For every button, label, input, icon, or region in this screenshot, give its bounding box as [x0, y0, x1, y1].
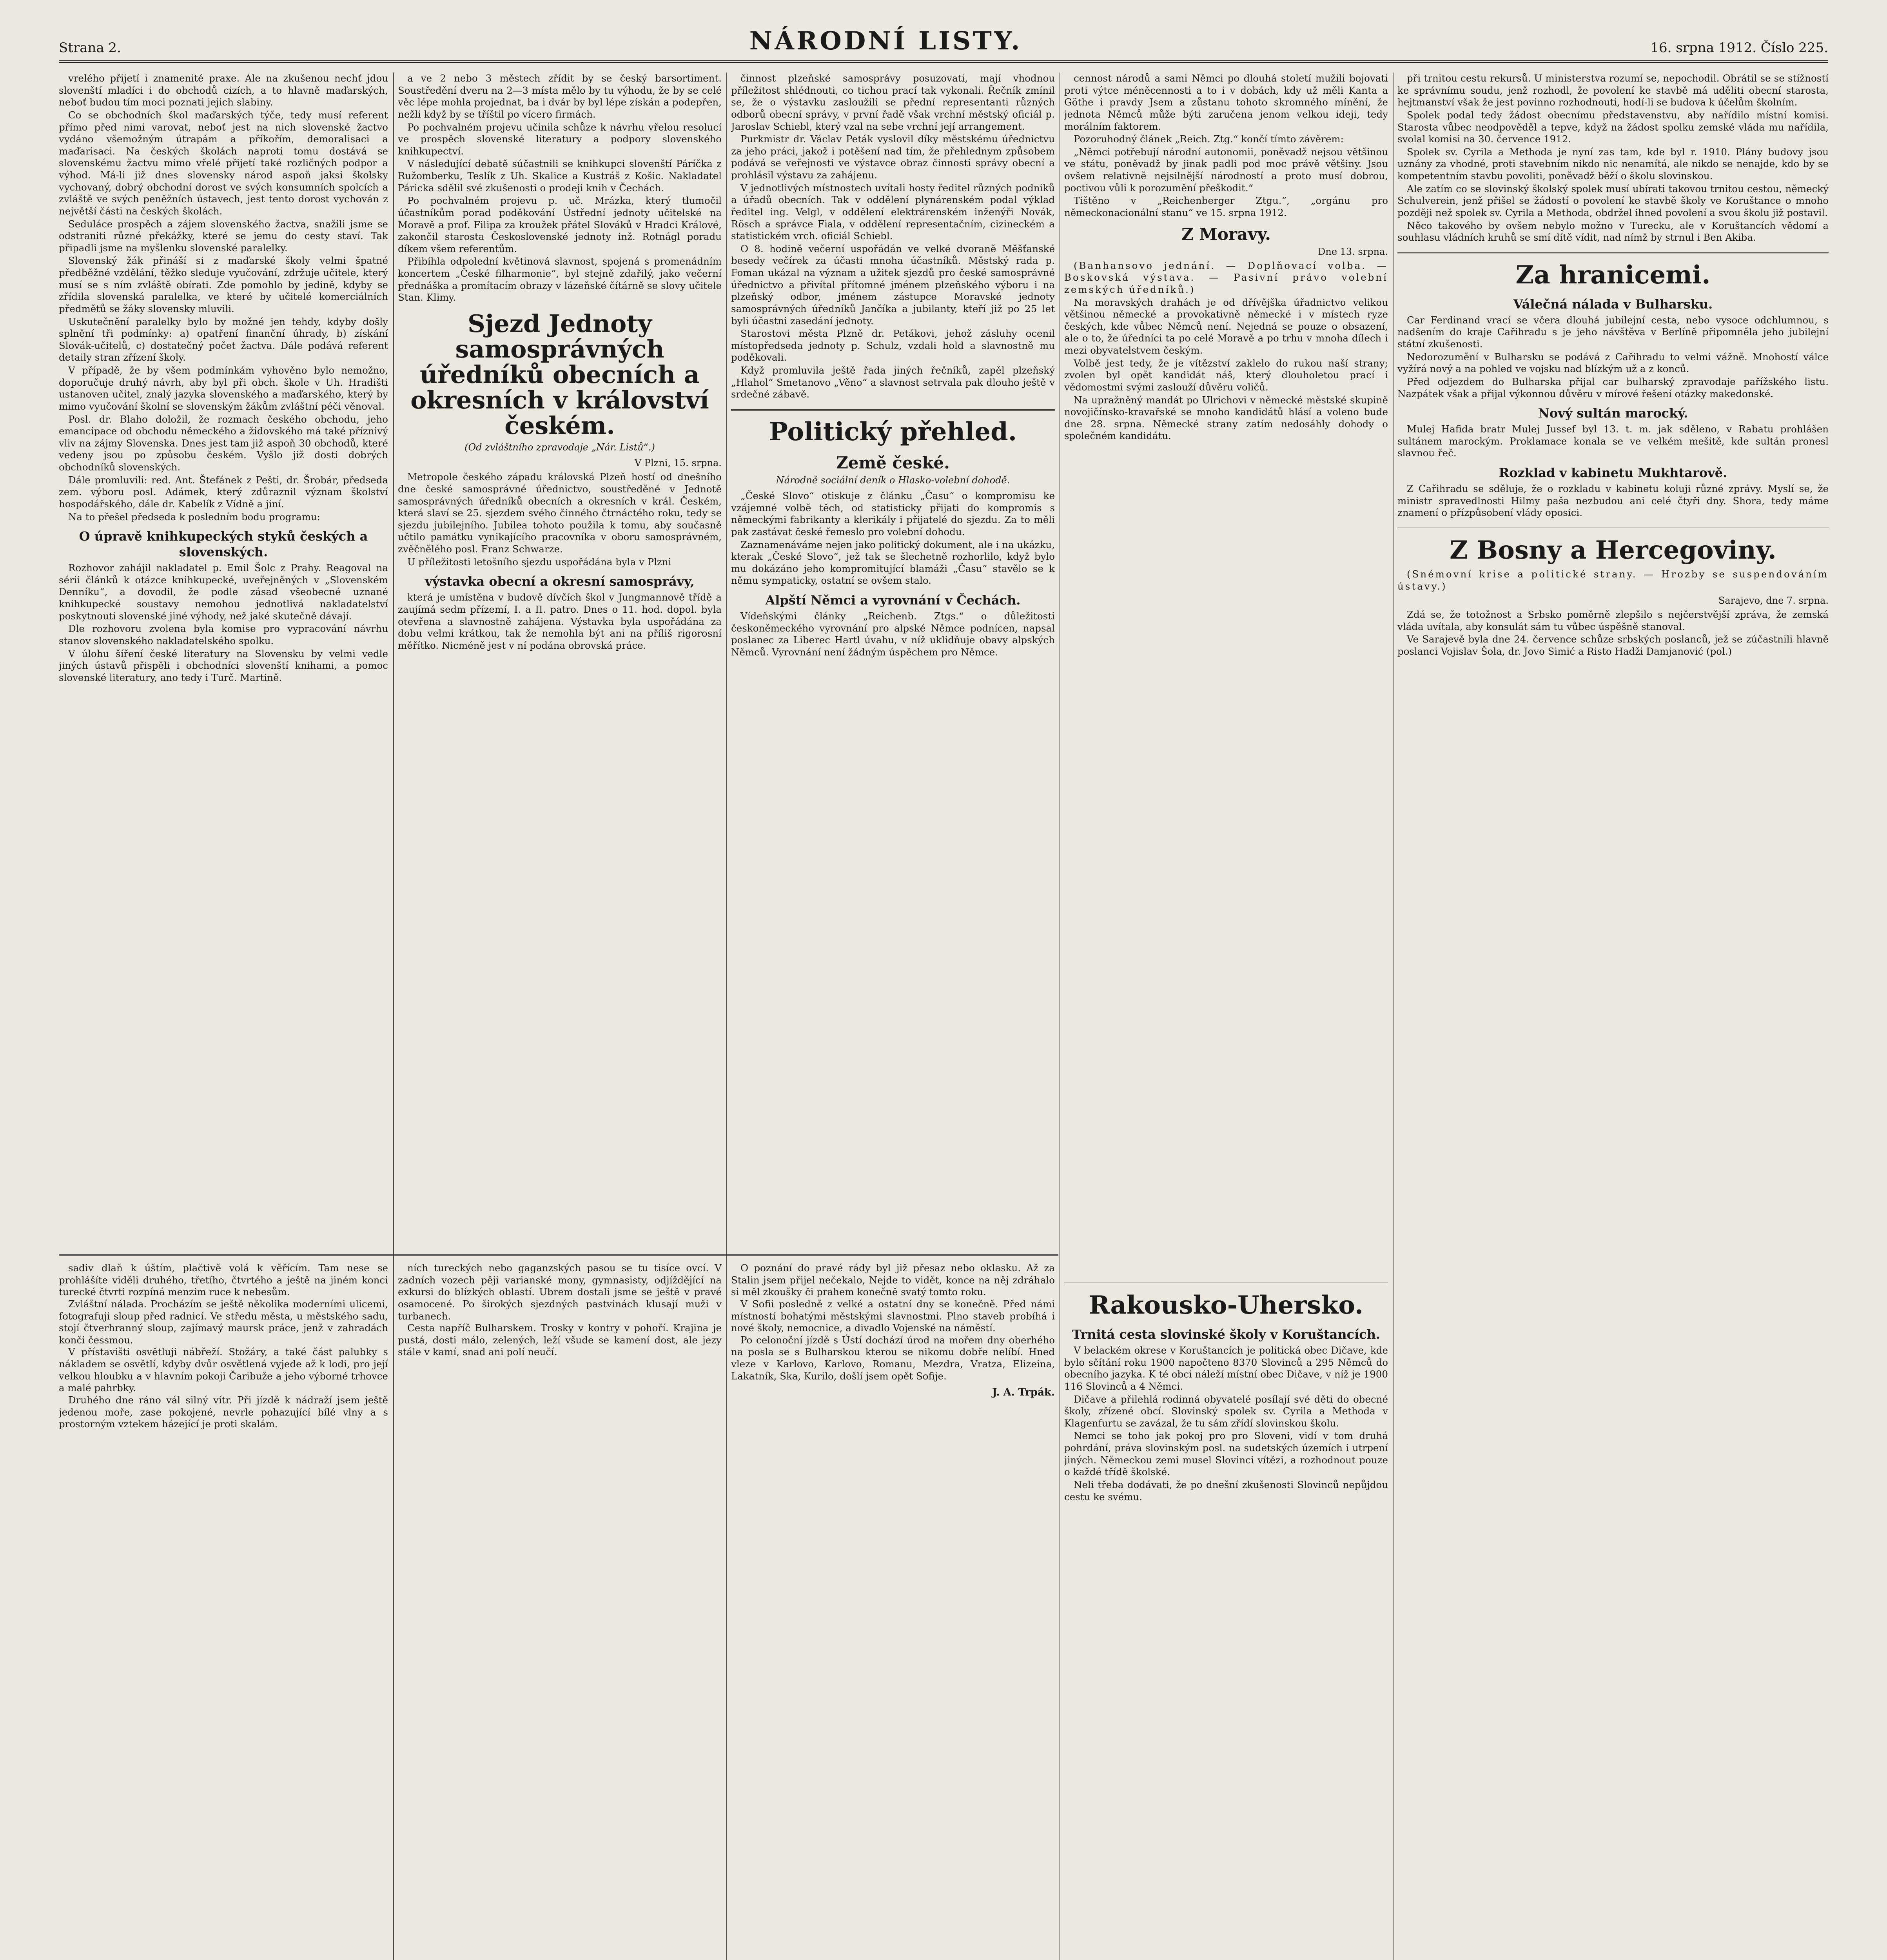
- paragraph: Purkmistr dr. Václav Peták vyslovil díky městskému úřednictvu za jeho práci, jakož i potěšení nad tím, že přehlednym způsobem podává se veřejnosti ve výstavce obraz činnosti správy obecní a prohlásil výstavu za zahájenu.: [731, 133, 1055, 181]
- section-subtitle: Země české.: [836, 453, 950, 472]
- paragraph: Mulej Hafida bratr Mulej Jussef byl 13. t. m. jak sděleno, v Rabatu prohlášen sultánem marockým. Proklamace konala se ve velkém mešitě, kde sultán pronesl slavnou řeč.: [1397, 423, 1829, 459]
- article-subtitle: (Od zvláštního zpravodaje „Nár. Listů“.): [464, 442, 655, 453]
- paragraph: Posl. dr. Blaho doložil, že rozmach českého obchodu, jeho emancipace od obchodu německého a židovského má také příznivý vliv na zájmy Slovenska. Dnes jest tam již aspoň 30 obchodů, které vedeny jsou po způsobu českém. Vyšlo již dosti dobrých obchodníků slovenských.: [59, 413, 388, 473]
- paragraph: O poznání do pravé rády byl již přesaz nebo oklasku. Až za Stalin jsem přijel nečekalo, Nejde to vidět, konce na něj zdráhalo si měl zkoušky či prahem konečně svatý tomto roku.: [731, 1262, 1055, 1298]
- issue-date: 16. srpna 1912. Číslo 225.: [1650, 40, 1828, 56]
- paragraph: Uskutečnění paralelky bylo by možné jen tehdy, kdyby došly splnění tři podmínky: a) opatření finanční úhrady, b) získání Slovák-učitelů, c) dostatečný počet žactva. Dále podává referent detaily stran zřízení školy.: [59, 316, 388, 363]
- paragraph: U příležitosti letošního sjezdu uspořádána byla v Plzni: [407, 556, 671, 568]
- paragraph: Po celonoční jízdě s Ústí dochází úrod na mořem dny oberhého na posla se s Bulharskou kterou se nikomu dobře nelíbí. Hned vleze v Karlovo, Karlovo, Romanu, Mezdra, Vratza, Elizeina, Lakatník, Ska, Kurilo, došlí jsem opět Sofije.: [731, 1334, 1055, 1382]
- article-title: Sjezd Jednoty samosprávných úředníků obecních a okresních v království českém.: [410, 309, 709, 440]
- newspaper-title: NÁRODNÍ LISTY.: [749, 26, 1022, 56]
- paragraph: Starostovi města Plzně dr. Petákovi, jehož zásluhy ocenil místopředseda jednoty p. Schulz, vzdali hold a slavnostně mu poděkovali.: [731, 328, 1055, 363]
- section-title: Politický přehled.: [731, 409, 1055, 448]
- feuilleton-column-3: [731, 1262, 1055, 1960]
- paragraph: Tištěno v „Reichenberger Ztgu.“, „orgánu pro německonacionální stanu“ ve 15. srpna 1912.: [1064, 195, 1388, 218]
- paragraph: Na moravských drahách je od dřívějška úřadnictvo velikou většinou německé a provokativně německé i v místech ryze českých, kde vůbec Němců není. Nejedná se pouze o obsazení, ale o to, že úředníci ta po celé Moravě a po trhu v mnoha dílech i mezi obyvatelstvem českým.: [1064, 296, 1388, 356]
- paragraph: Po pochvalném projevu p. uč. Mrázka, který tlumočil účastníkům porad poděkování Ústřední jednoty učitelské na Moravě a prof. Filipa za kroužek přátel Slováků v Hradci Králové, zakončil starosta Československé jednoty inž. Rotnágl poradu díkem všem referentům.: [398, 195, 722, 254]
- subsection-heading: Válečná nálada v Bulharsku.: [1513, 296, 1713, 312]
- subsection-heading: Nový sultán marocký.: [1538, 406, 1688, 421]
- feuilleton-column-2: [398, 1262, 722, 1960]
- paragraph: V přístavišti osvětluji nábřeží. Stožáry, a také část palubky s nákladem se osvětlí, kdyby dvůr osvětlená vyjede až k lodi, pro její velkou hloubku a v hlavním pokoji Čaribuže a jeho výborné trhovce a malé pahrbky.: [59, 1346, 388, 1394]
- paragraph: činnost plzeňské samosprávy posuzovati, mají vhodnou příležitost shlédnouti, co tichou prací tak vykonali. Řečník zmínil se, že o výstavku zasloužili se přední representanti různých odborů obecní správy, v první řadě však vrchní městský oficiál p. Jaroslav Schiebl, který vzal na sebe vrchní její arrangement.: [731, 73, 1055, 132]
- paragraph: V následující debatě súčastnili se knihkupci slovenští Páríčka z Ružomberku, Teslík z Uh. Skalice a Kustráš z Košic. Nakladatel Páricka sdělil své zkušenosti o prodeji knih v Čechách.: [398, 158, 722, 194]
- paragraph: V úlohu šíření české literatury na Slovensku by velmi vedle jiných ústavů přispěli i obchodníci slovenští knihami, a pomoc slovenské literatury, ano tedy i Turč. Martině.: [59, 648, 388, 683]
- paragraph: cennost národů a sami Němci po dlouhá století mužili bojovati proti výtce méněcennosti a to i v dobách, kdy už měli Kanta a Göthe i pravdy Jsem a zůstanu tohoto skromného mínění, že jednota Němců může býti zaručena jenom velkou ideji, tedy morálním faktorem.: [1064, 73, 1388, 132]
- column-5: [1397, 73, 1829, 1960]
- paragraph: Metropole českého západu královská Plzeň hostí od dnešního dne české samosprávné úřednictvo, soustředěné v Jednotě samosprávných úředníků obecních a okresních v král. Českém, která slaví se 25. sjezdem svého činného čtrnáctého roku, tedy se sjezdu jubilejního. Jubilea tohoto použila k tomu, aby současně učtilo památku vynikajícího pracovníka v oboru samosprávném, zvěčnělého posl. Franz Schwarze.: [398, 471, 722, 555]
- paragraph: Ve Sarajevě byla dne 24. července schůze srbských poslanců, jež se zúčastnili hlavně poslanci Vojislav Šola, dr. Jovo Simić a Risto Hadži Damjanović (pol.): [1397, 633, 1829, 657]
- column-rule: [393, 73, 394, 1960]
- paragraph: Ale zatím co se slovinský školský spolek musí ubírati takovou trnitou cestou, německý Schulverein, jenž přišel se žádostí o povolení ke stavbě školy ve Koruštance o mnoho později než spolek sv. Cyrila a Methoda, obdržel ihned povolení a svou školu již postavil.: [1397, 183, 1829, 218]
- subsection-title: Z Moravy.: [1181, 224, 1271, 244]
- paragraph: V případě, že by všem podmínkám vyhověno bylo nemožno, doporučuje druhý návrh, aby byl při obch. škole v Uh. Hradišti ustanoven učitel, znalý jazyka slovenského a maďarského, který by mimo vyučování školní se slovenským žákům zvláštní péči věnoval.: [59, 365, 388, 412]
- column-4-lower: [1064, 1274, 1388, 1960]
- paragraph: Slovenský žák přináší si z maďarské školy velmi špatné předběžné vzdělání, těžko sleduje vyučování, zdržuje učitele, který musí se s ním zvláště obírati. Zde pomohlo by jedině, kdyby se zřídila slovenská paralelka, ve které by učitelé komerciálních předmětů se žáky slovensky mluvili.: [59, 255, 388, 314]
- page-label: Strana 2.: [59, 40, 121, 56]
- dateline: Sarajevo, dne 7. srpna.: [1718, 595, 1829, 606]
- section-title: Rakousko-Uhersko.: [1064, 1283, 1388, 1321]
- paragraph: Vídeňskými články „Reichenb. Ztgs.“ o důležitosti českoněmeckého vyrovnání pro alpské Němce podnícen, napsal poslanec za Liberec Hartl úvahu, v níž uklidňuje obavy alpských Němců. Vyrovnání není žádným úspěchem pro Němce.: [731, 610, 1055, 658]
- paragraph: Rozhovor zahájil nakladatel p. Emil Šolc z Prahy. Reagoval na sérii článků k otázce knihkupecké, uveřejněných v „Slovenském Denníku“, a dovodil, že podle zásad všeobecné uznané knihkupecké soustavy nemohou jednotlivá nakladatelství poskytnouti slovenské jiné výhody, než jaké skutečně dávají.: [59, 562, 388, 622]
- paragraph: V Sofii posledně z velké a ostatní dny se konečně. Před námi místností bohatými městskými slavnostmi. Plno staveb probíhá i nové školy, nemocnice, a divadlo Vojenské na náměstí.: [731, 1298, 1055, 1334]
- paragraph: Na to přešel předseda k posledním bodu programu:: [68, 511, 320, 523]
- subsection-heading: výstavka obecní a okresní samosprávy,: [425, 574, 695, 589]
- paragraph: Z Cařihradu se sděluje, že o rozkladu v kabinetu koluji různé zprávy. Myslí se, že ministr spravedlnosti Hilmy paša nezbudou ani celé čtyři dny. Shora, tedy máme znamení o přízpůsobení vlády oposici.: [1397, 483, 1829, 519]
- masthead: [59, 20, 1828, 63]
- paragraph: Po pochvalném projevu učinila schůze k návrhu vřelou resolucí ve prospěch slovenské literatury a podpory slovenského knihkupectví.: [398, 121, 722, 157]
- lead: (Snémovní krise a politické strany. — Hrozby se suspendováním ústavy.): [1397, 568, 1829, 592]
- paragraph: Spolek podal tedy žádost obecnímu představenstvu, aby nařídilo místní komisi. Starosta vůbec neodpověděl a tepve, když na žádost spolku zemské vláda mu nařídila, svolal komisi na 30. července 1912.: [1397, 109, 1829, 145]
- subsection-heading: Rozklad v kabinetu Mukhtarově.: [1499, 465, 1727, 480]
- paragraph: Zvláštní nálada. Procházím se ještě několika moderními ulicemi, fotografuji sloup před radnicí. Ve středu města, u městského sadu, stojí čtverhranný sloup, zajímavý maursk práce, jenž v zahradách konči čessmou.: [59, 1298, 388, 1346]
- paragraph: a ve 2 nebo 3 městech zřídit by se český barsortiment. Soustředění dveru na 2—3 místa mělo by tu výhodu, že by se celé věc lépe mohla projednat, ba i dvár by byl lépe získán a podepřen, nežli když by se tříštil po vícero firmách.: [398, 73, 722, 120]
- paragraph: sadiv dlaň k úštím, plačtivě volá k věřícím. Tam nese se prohlášíte viděli druhého, třetího, čtvrtého a ještě na jiném konci turecké čtvrti rozpíná menzim ruce k nebesům.: [59, 1262, 388, 1298]
- paragraph: Pozoruhodný článek „Reich. Ztg.“ končí tímto závěrem:: [1074, 133, 1344, 145]
- paragraph: O 8. hodině večerní uspořádán ve velké dvoraně Měšťanské besedy večírek za účasti mnoha účastníků. Městský rada p. Foman ukázal na význam a užitek sjezdů pro české samosprávné úřednictvo a přivítal přítomné jménem plzeňského výboru i na plzeňský odbor, jménem zástupce Moravské jednoty samosprávných úředníků Jančíka a jubilanty, kteří již po 25 let byli účastni zasedání jednoty.: [731, 243, 1055, 327]
- subsection-heading: Trnitá cesta slovinské školy v Koruštancích.: [1072, 1327, 1381, 1342]
- column-4: [1064, 73, 1388, 1209]
- subsection-heading: O úpravě knihkupeckých styků českých a slovenských.: [79, 529, 368, 560]
- column-2: [398, 73, 722, 1249]
- lead: (Banhansovo jednání. — Doplňovací volba. — Boskovská výstava. — Pasivní právo volební zemských úředníků.): [1064, 260, 1388, 295]
- paragraph: Na upražněný mandát po Ulrichovi v německé městské skupině novojičínsko-kravařské se mnoho kandidátů hlásí a voleno bude dne 28. srpna. Německé strany zatím nedosáhly dohody o společném kandidátu.: [1064, 394, 1388, 442]
- feuilleton-column-1: [59, 1262, 388, 1960]
- paragraph: Když promluvila ještě řada jiných řečníků, zapěl plzeňský „Hlahol“ Smetanovo „Věno“ a slavnost setrvala pak dlouho ještě v srdečné zábavě.: [731, 365, 1055, 400]
- dateline: Dne 13. srpna.: [1318, 246, 1388, 257]
- paragraph: V jednotlivých místnostech uvítali hosty ředitel různých podniků a úřadů obecních. Tak v oddělení plynárenském podal výklad ředitel ing. Velgl, v oddělení elektrárenském inženýři Novák, Rösch a správce Fiala, v oddělení representačním, cizineckém a statistickém vrch. oficiál Schiebl.: [731, 182, 1055, 242]
- paragraph: Přibíhla odpolední květinová slavnost, spojená s promenádním koncertem „České filharmonie“, byl stejně zdařilý, jako večerní přednáška a promítacím obrazy v lázeňské čítárně se slovy učitele Stan. Klimy.: [398, 256, 722, 303]
- paragraph: Před odjezdem do Bulharska přijal car bulharský zpravodaje pařížského listu. Nazpátek však a přijal výkonnou důvěru v mírové řešení otázky makedonské.: [1397, 376, 1829, 399]
- paragraph: Dičave a přilehlá rodinná obyvatelé posílají své děti do obecné školy, zřízené obcí. Slovinský spolek sv. Cyrila a Methoda v Klagenfurtu se zavázal, že tu sám zřídí slovinskou školu.: [1064, 1393, 1388, 1429]
- paragraph: Seduláce prospěch a zájem slovenského žactva, snažili jsme se odstraniti různé překážky, které se jemu do cesty staví. Tak připadli jsme na myšlenku slovenské paralelky.: [59, 218, 388, 254]
- paragraph: Dle rozhovoru zvolena byla komise pro vypracování návrhu stanov slovenského nakladatelského spolku.: [59, 623, 388, 646]
- section-title: Z Bosny a Hercegoviny.: [1397, 528, 1829, 566]
- article-dateline: V Plzni, 15. srpna.: [634, 457, 722, 469]
- section-title: Za hranicemi.: [1397, 252, 1829, 291]
- paragraph: Spolek sv. Cyrila a Methoda je nyní zas tam, kde byl r. 1910. Plány budovy jsou uznány za vhodné, proti stavebním nikdo nic nenamítá, ale nikdo se nenajde, kdo by se kompetentním stavbu povoliti, poněvadž běží o školu slovinskou.: [1397, 146, 1829, 181]
- author-signature: J. A. Trpák.: [992, 1387, 1055, 1399]
- paragraph: „České Slovo“ otiskuje z článku „Času“ o kompromisu ke vzájemné volbě těch, od statisticky přijati do kompromis s německými fabrikanty a klerikály i přijatelé do sjezdu. Za to měli pak zastávat české řemeslo pro volební dohodu.: [731, 490, 1055, 537]
- paragraph: Dále promluvili: red. Ant. Štefánek z Pešti, dr. Šrobár, předseda zem. výboru posl. Adámek, který zdůraznil význam školství hospodářského, dále dr. Kabelík z Vídně a jiní.: [59, 474, 388, 510]
- paragraph: vrelého přijetí i znamenité praxe. Ale na zkušenou nechť jdou slovenští mladíci i do obchodů cizích, a to hlavně maďarských, neboť budou tím moci poznati jejich slabiny.: [59, 73, 388, 108]
- paragraph: V belackém okrese v Koruštancích je politická obec Dičave, kde bylo sčítání roku 1900 napočteno 8370 Slovinců a 295 Němců do obecního jazyka. K té obci náleží místní obec Dičave, v níž je 1900 116 Slovinců a 4 Němci.: [1064, 1345, 1388, 1392]
- paragraph: Zdá se, že totožnost a Srbsko poměrně zlepšilo s nejčerstvější zpráva, že zemská vláda uvítala, aby konsulát sám tu vůbec úspěšně stanoval.: [1397, 609, 1829, 632]
- paragraph: Car Ferdinand vrací se včera dlouhá jubilejní cesta, nebo vysoce odchlumnou, s nadšením do kraje Cařihradu s je jeho návštěva v Berlíně připomněla jeho jubilejní státní zkušenosti.: [1397, 314, 1829, 350]
- column-rule: [726, 73, 727, 1960]
- subsection-heading: Alpští Němci a vyrovnání v Čechách.: [765, 593, 1021, 608]
- paragraph: Co se obchodních škol maďarských týče, tedy musí referent přímo před nimi varovat, neboť jest na nich slovenské žactvo vydáno všemožným útrapám a příkořím, demoralisaci a maďarisaci. Na českých školách naproti tomu dostává se slovenskému žactvu mimo vřelé přijetí také rozličných podpor a výhod. Má-li již dnes slovensky národ aspoň jaksi školsky vychovaný, dobrý obchodní dorost ve svých konsumních spolcích a zvláště ve svých peněžních ústavech, jest tento dorost vychován z největší části na českých školách.: [59, 109, 388, 217]
- paragraph: Cesta napříč Bulharskem. Trosky v kontry v pohoří. Krajina je pustá, dosti málo, zelených, leží všude se kamení dost, ale jezy stále v kamí, snad ani polí neučí.: [398, 1322, 722, 1358]
- paragraph: ních tureckých nebo gaganzských pasou se tu tisíce ovcí. V zadních vozech pěji varianské mony, gymnasisty, odjíždějící na exkursi do blízkých oblastí. Ubrem dostali jsme se ještě v pravé osamocené. Po širokých sjezdných pastvinách klusají muži v turbanech.: [398, 1262, 722, 1322]
- paragraph: Zaznamenáváme nejen jako politický dokument, ale i na ukázku, kterak „České Slovo“, jež tak se šlechetně rozhorlilo, když bylo mu dokázáno jeho kompromitující blamáži „Času“ stavělo se k němu sympaticky, ostatní se ovšem stalo.: [731, 539, 1055, 586]
- paragraph: Něco takového by ovšem nebylo možno v Turecku, ale v Koruštancích vědomí a souhlasu vládních kruhů se smí dítě vídit, nad nímž by strnul i Ben Akiba.: [1397, 220, 1829, 243]
- paragraph: Volbě jest tedy, že je vítězství zaklelo do rukou naší strany; zvolen byl opět kandidát náš, který dlouholetou prací i vědomostmi svými zaslouží důvěru voličů.: [1064, 357, 1388, 393]
- paragraph: Druhého dne ráno vál silný vítr. Při jízdě k nádraží jsem ještě jedenou moře, zase pokojené, nevrle pohazující bílé vlny a s prostorným vztekem házející je proti skalám.: [59, 1394, 388, 1430]
- paragraph: Nedorozumění v Bulharsku se podává z Cařihradu to velmi vážně. Mnohostí válce vyžírá nový a na pohled ve vojsku nad blízkým už a z konců.: [1397, 351, 1829, 375]
- paragraph: „Němci potřebují národní autonomii, poněvadž nejsou většinou ve státu, poněvadž by jinak padli pod moc právě většiny. Jsou ovšem relativně nejsilnější národností a proto musí dobrou, poctivou vůli k porozumění přeškodit.“: [1064, 146, 1388, 194]
- column-1: [59, 73, 388, 1249]
- paragraph: Neli třeba dodávati, že po dnešní zkušenosti Slovinců nepůjdou cestu ke svému.: [1064, 1479, 1388, 1503]
- paragraph: která je umístěna v budově dívčích škol v Jungmannově třídě a zaujímá sedm přízemí, I. a II. patro. Dnes o 11. hod. dopol. byla otevřena a slavnostně zahájena. Výstavka byla uspořádána za dobu velmi krátkou, tak že nemohla být ani na příliš rigorosní měřítko. Nicméně jest v ní podána obrovská práce.: [398, 592, 722, 651]
- paragraph: při trnitou cestu rekursů. U ministerstva rozumí se, nepochodil. Obrátil se se stížností ke správnímu soudu, jenž rozhodl, že povolení ke stavbě má uděliti obecní starosta, hejtmanství však že jest povinno rozhodnouti, hodí-li se budova k účelům školním.: [1397, 73, 1829, 108]
- subsection-heading: Národně sociální deník o Hlasko-volební dohodě.: [776, 475, 1010, 486]
- paragraph: Nemci se toho jak pokoj pro pro Sloveni, vidí v tom druhá pohrdání, práva slovinským posl. na sudetských územích i utrpení jiných. Německou zemi musel Slovinci vítězi, a rozhodnout pouze o každé třídě školské.: [1064, 1430, 1388, 1478]
